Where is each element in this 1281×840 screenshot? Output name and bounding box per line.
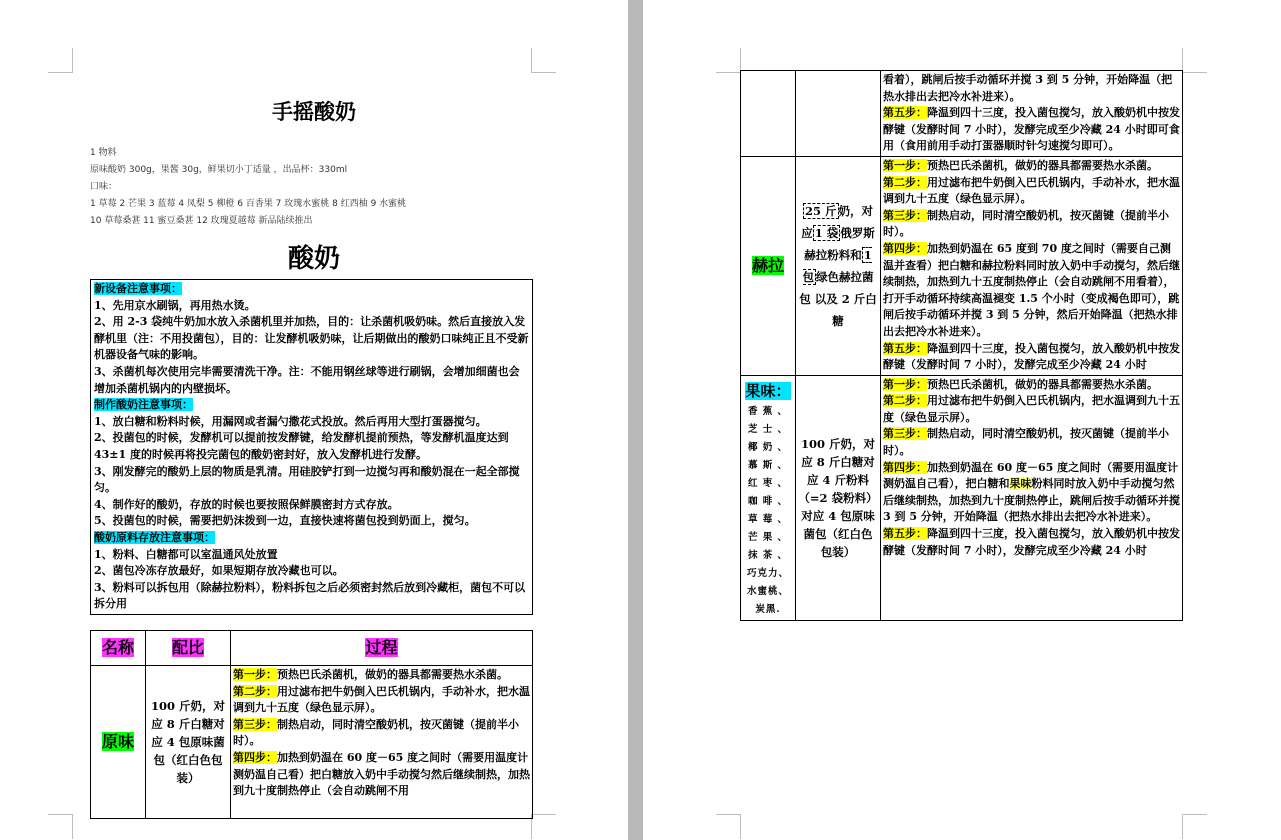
info-line: 1 物料 bbox=[90, 148, 117, 158]
recipe-ratio-hela: 25 斤 奶，对应 1 袋 俄罗斯赫拉粉料和 1 包 绿色赫拉菌包 以及 2 斤白糖 bbox=[796, 156, 881, 375]
recipe-process-hela bbox=[881, 156, 1183, 375]
materials-info bbox=[90, 145, 530, 230]
corner-mark bbox=[716, 814, 741, 839]
process-step: 第二步：用过滤布把牛奶倒入巴氏机锅内，把水温调到九十五度（绿色显示屏）。 bbox=[883, 394, 1180, 424]
header-name-cell: 名称 bbox=[91, 631, 146, 666]
process-text: 看着），跳闸后按手动循环并搅 3 到 5 分钟，开始降温（把热水排出去把冷水补进来）。 bbox=[883, 73, 1173, 103]
note-item: 3、粉料可以拆包用（除赫拉粉料），粉料拆包之后必须密封然后放到冷藏柜，菌包不可以拆分用 bbox=[94, 580, 526, 611]
notes-heading: 新设备注意事项： bbox=[94, 282, 182, 295]
note-item: 1、先用京水刷锅，再用热水烫。 bbox=[94, 298, 256, 312]
corner-mark bbox=[48, 48, 73, 73]
document-page-right bbox=[643, 0, 1281, 840]
recipe-name-hela: 赫拉 bbox=[741, 156, 796, 375]
process-step: 第四步：加热到奶温在 60 度－65 度之间时（需要用温度计测奶温自己看）把白糖放入奶中手动搅匀然后继续制热，加热到九十度制热停止（会自动跳闸不用 bbox=[233, 750, 530, 798]
notes-box bbox=[90, 279, 533, 615]
recipe-ratio-original: 100 斤奶，对应 8 斤白糖对应 4 包原味菌包（红白色包装） bbox=[146, 666, 231, 819]
notes-heading: 酸奶原料存放注意事项： bbox=[94, 530, 215, 544]
recipe-name-fruit: 果味： 香 蕉 、芝 士 、椰 奶 、慕 斯 、红 枣 、咖 啡 、草 莓 、芒 果 、抹 茶 、巧克力、水蜜桃、炭黑. bbox=[741, 375, 796, 621]
process-step: 第一步：预热巴氏杀菌机，做奶的器具都需要热水杀菌。 bbox=[883, 158, 1158, 172]
info-line: 10 草莓桑葚 11 蜜豆桑葚 12 玫瑰夏越莓 新品陆续推出 bbox=[90, 216, 313, 226]
note-item: 2、菌包冷冻存放最好，如果短期存放冷藏也可以。 bbox=[94, 564, 344, 578]
corner-mark bbox=[1182, 814, 1207, 839]
process-step: 第三步：制热启动，同时清空酸奶机，按灭菌键（提前半小时）。 bbox=[883, 427, 1169, 458]
note-item: 4、制作好的酸奶，存放的时候也要按照保鲜膜密封方式存放。 bbox=[94, 497, 399, 511]
header-ratio-cell: 配比 bbox=[146, 631, 231, 666]
process-step: 第四步：加热到奶温在 60 度－65 度之间时（需要用温度计测奶温自己看），把白糖和果味粉料同时放入奶中手动搅匀然后继续制热，加热到九十度制热停止，跳闸后按手动循环并搅 3 到 5 分钟，开始降温（把热水排出去把冷水补进来）。 bbox=[883, 460, 1180, 524]
recipe-process-original bbox=[231, 666, 533, 819]
note-item: 3、杀菌机每次使用完毕需要清洗干净。注：不能用钢丝球等进行刷锅，会增加细菌也会增加杀菌机锅内的内壁损坏。 bbox=[94, 364, 520, 395]
name-cell-empty bbox=[741, 71, 796, 157]
process-step: 第五步：降温到四十三度，投入菌包搅匀，放入酸奶机中按发酵键（发酵时间 7 小时），发酵完成至少冷藏 24 小时即可食用（食用前用手动打蛋器顺时针匀速搅匀即可）。 bbox=[883, 106, 1180, 153]
recipe-process-fruit bbox=[881, 375, 1183, 621]
info-line: 1 草莓 2 芒果 3 蓝莓 4 凤梨 5 柳橙 6 百香果 7 玫瑰水蜜桃 8 红西柚 9 水蜜桃 bbox=[90, 199, 407, 209]
note-item: 5、投菌包的时候，需要把奶沫拨到一边，直接快速将菌包投到奶面上，搅匀。 bbox=[94, 514, 476, 528]
process-step: 第五步：降温到四十三度，投入菌包搅匀，放入酸奶机中按发酵键（发酵时间 7 小时），发酵完成至少冷藏 24 小时 bbox=[883, 341, 1180, 372]
section-title: 酸奶 bbox=[287, 244, 340, 274]
page-gutter bbox=[628, 0, 643, 840]
recipe-table-continued bbox=[740, 70, 1183, 621]
corner-mark bbox=[531, 48, 556, 73]
note-item: 1、放白糖和粉料时候，用漏网或者漏勺撒花式投放。然后再用大型打蛋器搅匀。 bbox=[94, 414, 487, 428]
corner-mark bbox=[531, 814, 556, 839]
note-item: 3、刚发酵完的酸奶上层的物质是乳清。用硅胶铲打到一边搅匀再和酸奶混在一起全部搅匀。 bbox=[94, 464, 520, 495]
info-line: 口味： bbox=[90, 182, 118, 192]
note-item: 2、用 2-3 袋纯牛奶加水放入杀菌机里并加热，目的：让杀菌机吸奶味。然后直接放入发酵机里（注：不用投菌包），目的：让发酵机吸奶味，让后期做出的酸奶口味纯正且不受新机器设备气味的影响。 bbox=[94, 315, 529, 362]
process-step: 第三步：制热启动，同时清空酸奶机，按灭菌键（提前半小时）。 bbox=[883, 208, 1169, 239]
ratio-cell-empty bbox=[796, 71, 881, 157]
recipe-name-original: 原味 bbox=[91, 666, 146, 819]
note-item: 1、粉料、白糖都可以室温通风处放置 bbox=[94, 547, 278, 561]
notes-heading: 制作酸奶注意事项： bbox=[94, 398, 193, 412]
fruit-flavors: 香 蕉 、芝 士 、椰 奶 、慕 斯 、红 枣 、咖 啡 、草 莓 、芒 果 、抹 茶 、巧克力、水蜜桃、炭黑. bbox=[746, 406, 789, 616]
recipe-process-original-cont bbox=[881, 71, 1183, 157]
note-item: 2、投菌包的时候，发酵机可以提前按发酵键，给发酵机提前预热，等发酵机温度达到 43±1 度的时候再将投完菌包的酸奶密封好，放入发酵机进行发酵。 bbox=[94, 431, 509, 461]
corner-mark bbox=[716, 48, 741, 73]
process-step: 第一步：预热巴氏杀菌机，做奶的器具都需要热水杀菌。 bbox=[233, 668, 508, 681]
document-title: 手摇酸奶 bbox=[272, 99, 356, 124]
process-step: 第五步：降温到四十三度，投入菌包搅匀，放入酸奶机中按发酵键（发酵时间 7 小时），发酵完成至少冷藏 24 小时 bbox=[883, 527, 1180, 557]
corner-mark bbox=[48, 814, 73, 839]
process-step: 第二步：用过滤布把牛奶倒入巴氏机锅内，手动补水，把水温调到九十五度（绿色显示屏）。 bbox=[883, 175, 1180, 206]
process-step: 第一步：预热巴氏杀菌机，做奶的器具都需要热水杀菌。 bbox=[883, 377, 1158, 391]
recipe-ratio-fruit: 100 斤奶，对应 8 斤白糖对应 4 斤粉料（=2 袋粉料）对应 4 包原味菌包（红白色包装） bbox=[796, 375, 881, 621]
process-step: 第二步：用过滤布把牛奶倒入巴氏机锅内，手动补水，把水温调到九十五度（绿色显示屏）。 bbox=[233, 684, 530, 715]
document-page-left bbox=[0, 0, 628, 840]
header-process-cell: 过程 bbox=[231, 631, 533, 666]
info-line: 原味酸奶 300g，果酱 30g，鲜果切小丁适量 ，出品杯：330ml bbox=[90, 165, 348, 175]
process-step: 第三步：制热启动，同时清空酸奶机，按灭菌键（提前半小时）。 bbox=[233, 717, 519, 748]
corner-mark bbox=[1182, 48, 1207, 73]
process-step: 第四步：加热到奶温在 65 度到 70 度之间时（需要自己测温并查看）把白糖和赫拉粉料同时放入奶中手动搅匀，然后继续制热，加热到九十五度制热停止（会自动跳闸不用看着），打开手动循环持续高温褪变 1.5 个小时（变成褐色即可），跳闸后按手动循环并搅 3 到 5 分钟，然后开始降温（把热水排出去把冷水补进来）。 bbox=[883, 241, 1180, 338]
recipe-table bbox=[90, 630, 533, 819]
